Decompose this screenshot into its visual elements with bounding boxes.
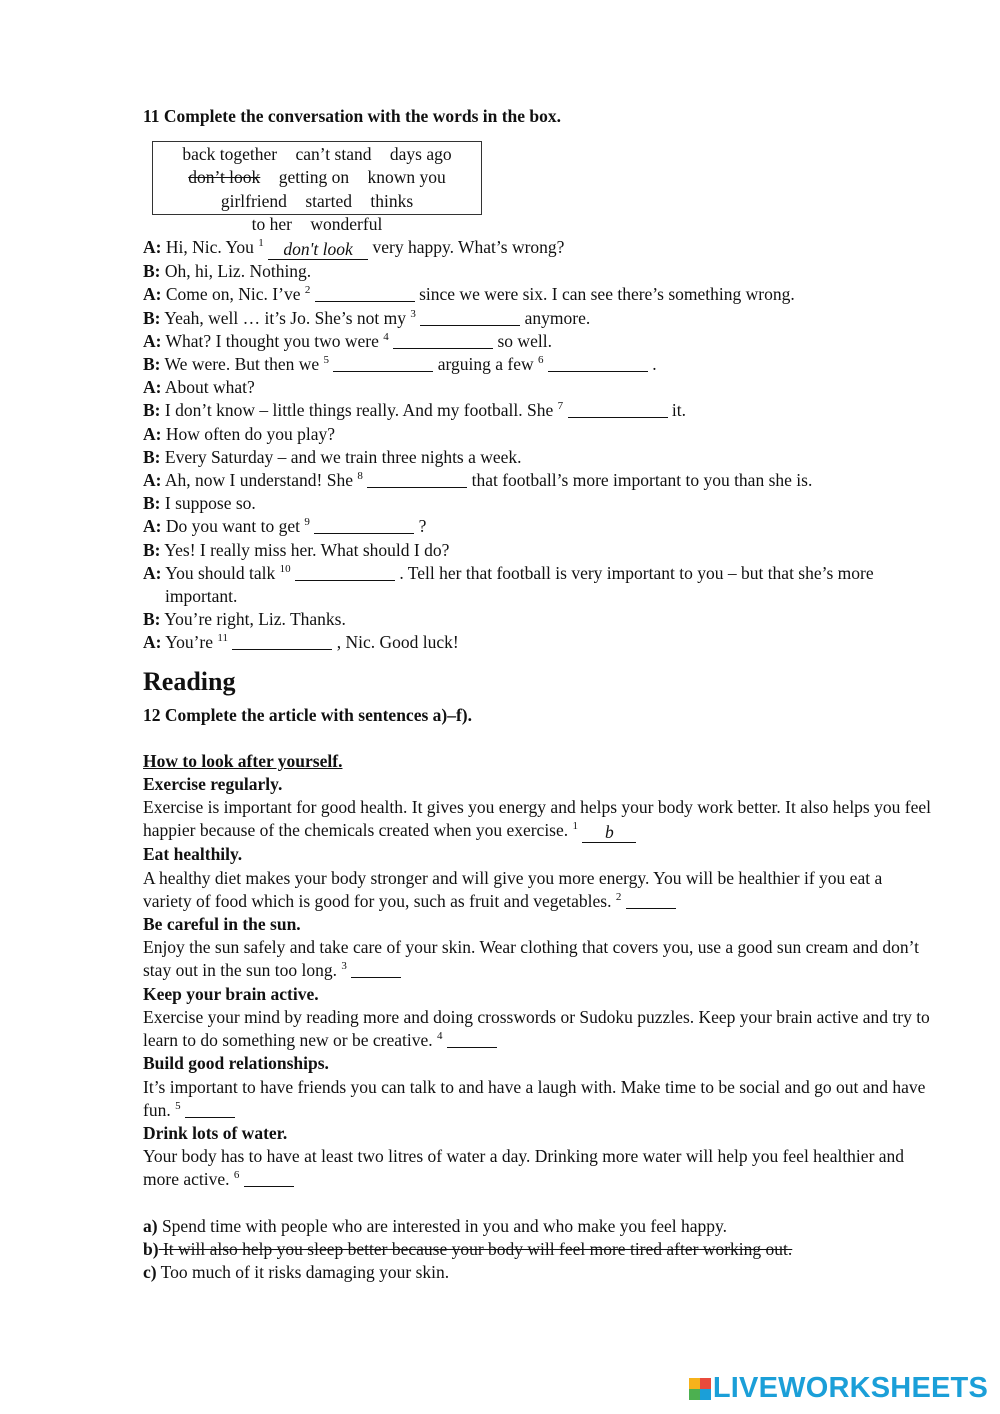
line-text: Hi, Nic. You <box>161 237 259 258</box>
conversation-line <box>143 469 943 492</box>
conversation-line <box>143 399 943 422</box>
paragraph-text: Exercise your mind by reading more and doing crosswords or Sudoku puzzles. Keep your brain active and try to learn to do something new or be creative. <box>143 1006 930 1051</box>
line-text: Ah, now I understand! She <box>161 470 358 491</box>
word-box-item: can’t stand <box>295 144 372 165</box>
speaker-label: A: <box>143 632 162 653</box>
speaker-label: B: <box>143 539 161 560</box>
speaker-label: A: <box>143 470 162 491</box>
article-subheading: Drink lots of water. <box>143 1122 288 1143</box>
conversation-line <box>143 353 943 376</box>
gap-number: 1 <box>258 237 264 250</box>
gap-number: 4 <box>383 330 389 343</box>
speaker-label: A: <box>143 516 162 537</box>
line-text: it. <box>667 400 686 421</box>
gap-blank[interactable] <box>548 354 648 372</box>
speaker-label: A: <box>143 423 162 444</box>
paragraph-text: It’s important to have friends you can talk to and have a laugh with. Make time to be social and go out and have fun. <box>143 1076 926 1120</box>
logo-text: LIVEWORKSHEETS <box>712 1372 988 1405</box>
word-box-item: wonderful <box>310 213 383 234</box>
gap-number: 2 <box>304 284 311 297</box>
word-box-item-used: don’t look <box>188 167 261 188</box>
gap-blank[interactable] <box>333 354 433 372</box>
line-text: anymore. <box>520 307 591 328</box>
word-box-row <box>153 213 481 236</box>
line-text: . Tell her that football is very important to you – but that she’s more important. <box>165 562 874 607</box>
gap-number: 4 <box>437 1030 443 1043</box>
conversation-line <box>143 260 943 283</box>
option-text: Spend time with people who are interested in you and who make you feel happy. <box>157 1215 727 1236</box>
word-box-item: getting on <box>278 167 350 188</box>
gap-number: 2 <box>615 890 622 903</box>
article-subheading: Be careful in the sun. <box>143 914 301 935</box>
line-text: You’re right, Liz. Thanks. <box>160 609 346 630</box>
conversation-line <box>143 330 943 353</box>
article <box>143 773 943 1191</box>
gap-number: 7 <box>557 400 564 413</box>
gap-answer[interactable]: b <box>582 823 636 843</box>
conversation-line <box>143 492 943 515</box>
word-box-item: days ago <box>389 144 452 165</box>
gap-blank[interactable] <box>420 308 520 326</box>
option-text-used: It will also help you sleep better because your body will feel more tired after working out. <box>158 1238 793 1259</box>
gap-blank[interactable] <box>295 563 395 581</box>
option-letter: a) <box>143 1215 158 1236</box>
article-paragraph <box>143 1076 933 1122</box>
gap-number: 9 <box>304 516 310 529</box>
gap-blank[interactable] <box>232 632 332 650</box>
sentence-option <box>143 1261 943 1284</box>
conversation-line <box>143 307 943 330</box>
exercise-12-heading: 12 Complete the article with sentences a)–f). <box>143 704 473 725</box>
line-text: so well. <box>493 330 552 351</box>
liveworksheets-logo-icon <box>689 1378 711 1400</box>
line-text: Yes! I really miss her. What should I do? <box>160 539 450 560</box>
conversation-line <box>143 423 943 446</box>
conversation-line <box>143 515 943 538</box>
option-letter: c) <box>143 1261 157 1282</box>
speaker-label: A: <box>143 237 162 258</box>
gap-blank[interactable] <box>393 331 493 349</box>
line-text: Oh, hi, Liz. Nothing. <box>160 261 312 282</box>
line-text: How often do you play? <box>161 423 335 444</box>
conversation-line <box>143 539 943 562</box>
sentence-option <box>143 1215 943 1238</box>
speaker-label: A: <box>143 284 162 305</box>
line-text: You should talk <box>161 562 280 583</box>
line-text: About what? <box>161 377 255 398</box>
conversation-line <box>143 376 943 399</box>
liveworksheets-logo <box>689 1374 988 1404</box>
line-text: Do you want to get <box>161 516 305 537</box>
conversation-line <box>143 283 943 306</box>
line-text: . <box>647 354 657 375</box>
gap-number: 6 <box>233 1169 240 1182</box>
gap-number: 3 <box>410 307 416 320</box>
sentence-options <box>143 1215 943 1285</box>
line-text: We were. But then we <box>160 354 324 375</box>
article-title: How to look after yourself. <box>143 750 343 771</box>
speaker-label: B: <box>143 354 161 375</box>
article-subheading: Keep your brain active. <box>143 983 319 1004</box>
article-paragraph <box>143 796 933 843</box>
line-text: ? <box>414 516 427 537</box>
option-text: Too much of it risks damaging your skin. <box>156 1261 450 1282</box>
article-paragraph <box>143 1145 933 1191</box>
line-text: that football’s more important to you than she is. <box>467 470 813 491</box>
conversation-line <box>143 562 943 608</box>
gap-blank[interactable] <box>244 1169 294 1187</box>
gap-number: 10 <box>279 562 291 575</box>
speaker-label: B: <box>143 307 161 328</box>
conversation-line <box>143 236 943 260</box>
speaker-label: B: <box>143 261 161 282</box>
gap-number: 6 <box>538 354 544 367</box>
article-subheading: Eat healthily. <box>143 844 243 865</box>
speaker-label: B: <box>143 400 161 421</box>
word-box-item: thinks <box>370 190 414 211</box>
line-text: I suppose so. <box>160 493 256 514</box>
worksheet-page <box>143 105 943 1284</box>
paragraph-text: Your body has to have at least two litres of water a day. Drinking more water will help you feel healthier and more active. <box>143 1146 905 1190</box>
reading-title: Reading <box>143 666 236 696</box>
conversation-line <box>143 631 943 654</box>
gap-number: 3 <box>341 960 347 973</box>
gap-number: 1 <box>572 820 579 833</box>
gap-blank[interactable] <box>568 400 668 418</box>
gap-number: 5 <box>175 1099 181 1112</box>
word-box-row <box>153 143 481 166</box>
gap-blank[interactable] <box>314 516 414 534</box>
line-text: , Nic. Good luck! <box>332 632 459 653</box>
line-text: Yeah, well … it’s Jo. She’s not my <box>160 307 411 328</box>
line-text: arguing a few <box>433 354 539 375</box>
speaker-label: A: <box>143 377 162 398</box>
conversation-line <box>143 608 943 631</box>
article-subheading: Exercise regularly. <box>143 774 283 795</box>
line-text: since we were six. I can see there’s something wrong. <box>414 284 795 305</box>
gap-blank[interactable] <box>351 960 401 978</box>
gap-blank[interactable] <box>315 284 415 302</box>
article-paragraph <box>143 867 933 913</box>
paragraph-text: Enjoy the sun safely and take care of your skin. Wear clothing that covers you, use a good sun cream and don’t stay out in the sun too long. <box>143 937 919 981</box>
gap-blank[interactable] <box>626 891 676 909</box>
article-paragraph <box>143 936 933 982</box>
speaker-label: A: <box>143 562 162 583</box>
conversation-line <box>143 446 943 469</box>
option-letter: b) <box>143 1238 159 1259</box>
speaker-label: B: <box>143 493 161 514</box>
line-text: Every Saturday – and we train three nights a week. <box>160 446 522 467</box>
word-box-item: started <box>305 190 352 211</box>
conversation <box>143 236 943 654</box>
word-box-item: girlfriend <box>220 190 287 211</box>
gap-blank[interactable] <box>185 1100 235 1118</box>
line-text: very happy. What’s wrong? <box>368 237 565 258</box>
paragraph-text: A healthy diet makes your body stronger and will give you more energy. You will be healthier if you eat a variety of food which is good for you, such as fruit and vegetables. <box>143 867 883 911</box>
speaker-label: A: <box>143 330 162 351</box>
word-box-item: to her <box>251 213 293 234</box>
gap-blank[interactable] <box>367 470 467 488</box>
line-text: What? I thought you two were <box>161 330 384 351</box>
gap-number: 8 <box>357 470 363 483</box>
line-text: Come on, Nic. I’ve <box>161 284 305 305</box>
sentence-option <box>143 1238 943 1261</box>
paragraph-text: Exercise is important for good health. It gives you energy and helps your body work better. It also helps you feel happier because of the chemicals created when you exercise. <box>143 797 931 841</box>
line-text: You’re <box>161 632 218 653</box>
speaker-label: B: <box>143 446 161 467</box>
gap-answer[interactable]: don't look <box>268 240 368 260</box>
word-box-row <box>153 190 481 213</box>
article-subheading: Build good relationships. <box>143 1053 329 1074</box>
line-text: I don’t know – little things really. And my football. She <box>160 400 558 421</box>
speaker-label: B: <box>143 609 161 630</box>
word-box <box>152 141 482 234</box>
exercise-11-heading: 11 Complete the conversation with the words in the box. <box>143 106 562 126</box>
word-box-item: back together <box>182 144 278 165</box>
gap-number: 11 <box>217 632 228 645</box>
gap-blank[interactable] <box>447 1030 497 1048</box>
gap-number: 5 <box>323 354 330 367</box>
word-box-row <box>153 166 481 189</box>
article-paragraph <box>143 1006 933 1052</box>
word-box-item: known you <box>367 167 446 188</box>
